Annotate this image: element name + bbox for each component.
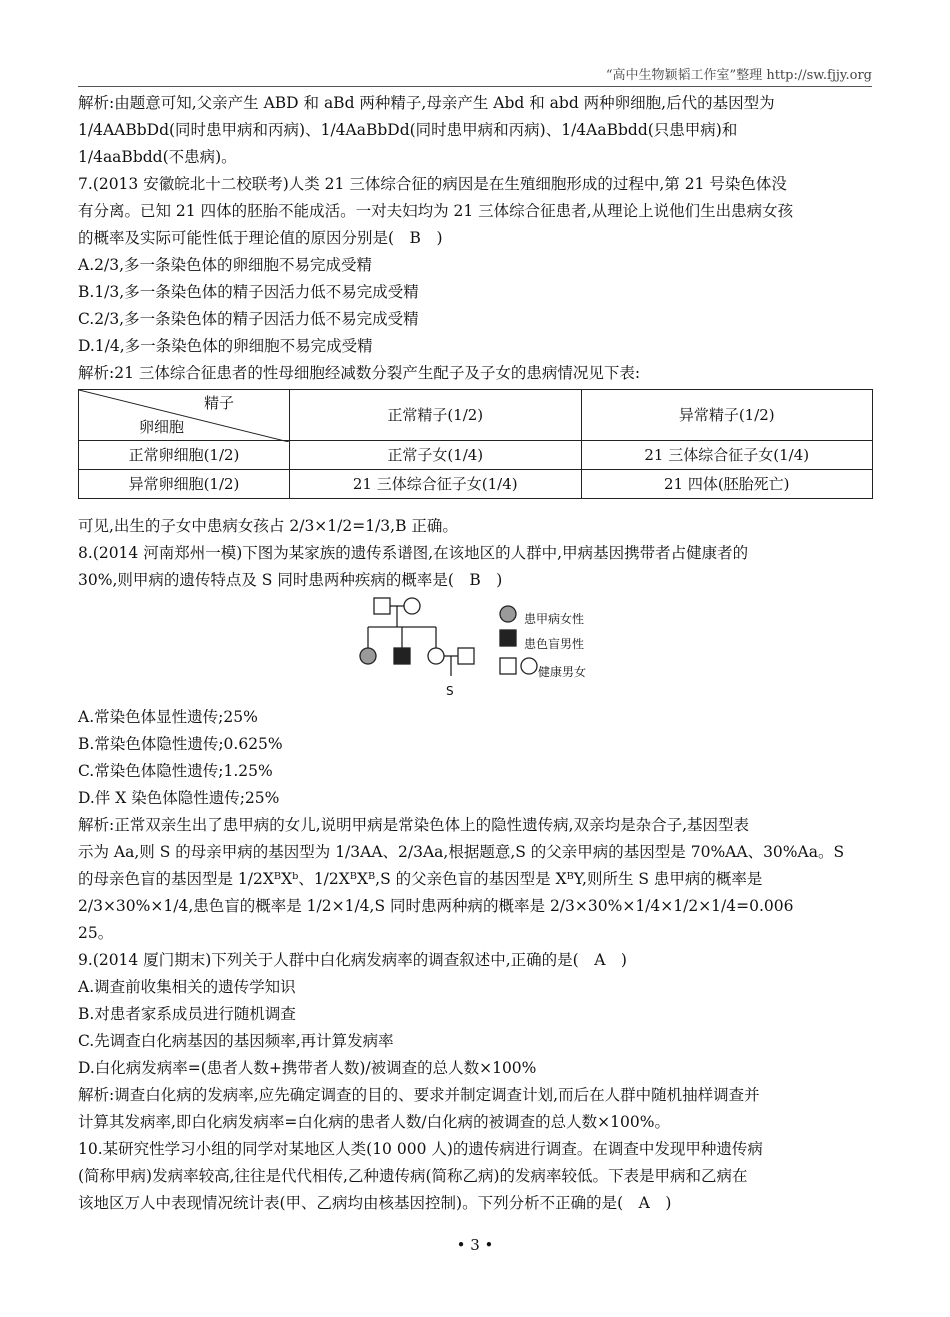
option-d: D.白化病发病率=(患者人数+携带者人数)/被调查的总人数×100% (78, 1059, 537, 1077)
table-cell: 21 三体综合征子女(1/4) (290, 470, 582, 499)
text-line: 1/4AABbDd(同时患甲病和丙病)、1/4AaBbDd(同时患甲病和丙病)、1/4AaBbdd(只患甲病)和 (78, 121, 738, 139)
option-c: C.常染色体隐性遗传;1.25% (78, 762, 273, 780)
option-d: D.1/4,多一条染色体的卵细胞不易完成受精 (78, 337, 373, 355)
analysis-line: 示为 Aa,则 S 的母亲甲病的基因型为 1/3AA、2/3Aa,根据题意,S 的父亲甲病的基因型是 70%AA、30%Aa。S (78, 843, 845, 861)
option-b: B.对患者家系成员进行随机调查 (78, 1005, 296, 1023)
analysis-line: 解析:调查白化病的发病率,应先确定调查的目的、要求并制定调查计划,而后在人群中随机抽样调查并 (78, 1086, 760, 1104)
analysis-line: 2/3×30%×1/4,患色盲的概率是 1/2×1/4,S 同时患两种病的概率是 2/3×30%×1/4×1/2×1/4=0.006 (78, 897, 794, 915)
column-header: 正常精子(1/2) (290, 390, 582, 441)
pedigree-diagram (78, 594, 873, 704)
legend-label: 健康男女 (538, 665, 587, 679)
gamete-table (78, 389, 873, 499)
analysis-line: 计算其发病率,即白化病发病率=白化病的患者人数/白化病的被调查的总人数×100%。 (78, 1113, 670, 1131)
table-cell: 异常卵细胞(1/2) (79, 470, 290, 499)
page-number: • 3 • (456, 1236, 494, 1254)
option-c: C.先调查白化病基因的基因频率,再计算发病率 (78, 1032, 394, 1050)
option-b: B.常染色体隐性遗传;0.625% (78, 735, 283, 753)
colorblind-male (394, 648, 410, 664)
table-cell: 21 三体综合征子女(1/4) (581, 441, 873, 470)
legend-healthy-female-icon (521, 658, 537, 674)
legend-affected-female-icon (500, 606, 516, 622)
page-content (78, 90, 873, 1217)
analysis-line: 的母亲色盲的基因型是 1/2XᴮXᵇ、1/2XᴮXᴮ,S 的父亲色盲的基因型是 XᴮY,则所生 S 患甲病的概率是 (78, 870, 763, 888)
question-10-stem: 10.某研究性学习小组的同学对某地区人类(10 000 人)的遗传病进行调查。在调查中发现甲种遗传病 (78, 1140, 763, 1158)
son-in-law-healthy-male (458, 648, 474, 664)
table-row (79, 441, 873, 470)
text-line: 解析:由题意可知,父亲产生 ABD 和 aBd 两种精子,母亲产生 Abd 和 abd 两种卵细胞,后代的基因型为 (78, 94, 775, 112)
corner-cell (79, 390, 290, 441)
text-line: 1/4aaBbdd(不患病)。 (78, 148, 237, 166)
text-block-c (78, 704, 873, 1217)
question-7-stem: 有分离。已知 21 四体的胚胎不能成活。一对夫妇均为 21 三体综合征患者,从理论上说他们生出患病女孩 (78, 202, 794, 220)
mother-healthy-female (404, 598, 420, 614)
table-header-row (79, 390, 873, 441)
legend-colorblind-male-icon (500, 630, 516, 646)
analysis-line: 解析:正常双亲生出了患甲病的女儿,说明甲病是常染色体上的隐性遗传病,双亲均是杂合子,基因型表 (78, 816, 750, 834)
s-label: S (446, 684, 454, 698)
option-a: A.常染色体显性遗传;25% (78, 708, 258, 726)
table-cell: 正常子女(1/4) (290, 441, 582, 470)
table-cell: 21 四体(胚胎死亡) (581, 470, 873, 499)
question-7-stem: 的概率及实际可能性低于理论值的原因分别是( B ) (78, 229, 443, 247)
legend-healthy-male-icon (500, 658, 516, 674)
option-a: A.调查前收集相关的遗传学知识 (78, 978, 296, 996)
question-8-stem: 30%,则甲病的遗传特点及 S 同时患两种疾病的概率是( B ) (78, 571, 503, 589)
text-line: 可见,出生的子女中患病女孩占 2/3×1/2=1/3,B 正确。 (78, 517, 458, 535)
question-7-stem: 7.(2013 安徽皖北十二校联考)人类 21 三体综合征的病因是在生殖细胞形成的过程中,第 21 号染色体没 (78, 175, 787, 193)
text-block-a (78, 90, 873, 387)
corner-top-label: 精子 (203, 394, 234, 412)
affected-female (360, 648, 376, 664)
analysis-line: 25。 (78, 924, 114, 942)
pedigree-chart (78, 594, 873, 704)
legend-label: 患色盲男性 (524, 637, 585, 651)
option-d: D.伴 X 染色体隐性遗传;25% (78, 789, 280, 807)
page-header: “高中生物颖韬工作室”整理 http://sw.fjjy.org (78, 64, 872, 87)
option-a: A.2/3,多一条染色体的卵细胞不易完成受精 (78, 256, 372, 274)
option-b: B.1/3,多一条染色体的精子因活力低不易完成受精 (78, 283, 419, 301)
table-cell: 正常卵细胞(1/2) (79, 441, 290, 470)
question-8-stem: 8.(2014 河南郑州一模)下图为某家族的遗传系谱图,在该地区的人群中,甲病基因携带者占健康者的 (78, 544, 749, 562)
father-healthy-male (374, 598, 390, 614)
corner-bottom-label: 卵细胞 (139, 418, 185, 436)
daughter-healthy-female (428, 648, 444, 664)
option-c: C.2/3,多一条染色体的精子因活力低不易完成受精 (78, 310, 419, 328)
text-block-b (78, 513, 873, 594)
table-row (79, 470, 873, 499)
question-9-stem: 9.(2014 厦门期末)下列关于人群中白化病发病率的调查叙述中,正确的是( A ) (78, 951, 627, 969)
question-10-stem: (简称甲病)发病率较高,往往是代代相传,乙种遗传病(简称乙病)的发病率较低。下表是甲病和乙病在 (78, 1167, 748, 1185)
question-10-stem: 该地区万人中表现情况统计表(甲、乙病均由核基因控制)。下列分析不正确的是( A ) (78, 1194, 672, 1212)
column-header: 异常精子(1/2) (581, 390, 873, 441)
legend-label: 患甲病女性 (524, 612, 585, 626)
analysis-line: 解析:21 三体综合征患者的性母细胞经减数分裂产生配子及子女的患病情况见下表: (78, 364, 641, 382)
